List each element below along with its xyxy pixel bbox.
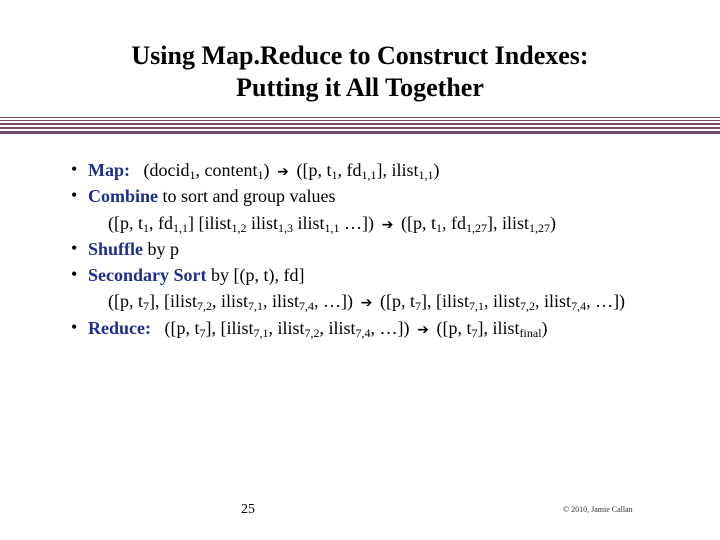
keyword-combine: Combine xyxy=(88,186,159,207)
keyword-reduce: Reduce: xyxy=(88,317,151,338)
title-line-2: Putting it All Together xyxy=(236,73,484,102)
bullet-continuation: ([p, $t_1$, $fd_{1,1}$] [ilist$_{1,2}$ ilist$_{1,3}$ ilist$_{1,1}$ …]) ➔ ([p, $t_1$, $fd_{1,27}$], ilist$_{1,27}$) xyxy=(88,210,713,236)
rule-line xyxy=(0,127,720,129)
bullet-text: by p xyxy=(147,238,180,259)
rule-line xyxy=(0,117,720,118)
bullet-icon: • xyxy=(71,316,78,337)
bullet-item-shuffle xyxy=(71,236,713,262)
rule-line xyxy=(0,131,720,134)
keyword-shuffle: Shuffle xyxy=(88,238,144,259)
arrow-right-icon: ➔ xyxy=(360,295,373,312)
arrow-right-icon: ➔ xyxy=(417,321,429,338)
bullet-icon: • xyxy=(71,264,78,285)
bullet-item-secondary-sort xyxy=(71,262,713,288)
bullet-text: by [(p, t), fd] xyxy=(211,265,305,286)
copyright-notice: © 2010, Jamie Callan xyxy=(563,505,633,514)
rule-line xyxy=(0,120,720,121)
keyword-map: Map: xyxy=(88,160,130,180)
title-line-1: Using Map.Reduce to Construct Indexes: xyxy=(131,41,589,70)
bullet-icon: • xyxy=(71,185,78,206)
arrow-right-icon: ➔ xyxy=(277,164,289,180)
bullet-item-combine xyxy=(71,183,713,209)
arrow-right-icon: ➔ xyxy=(381,216,394,233)
bullet-icon: • xyxy=(71,159,78,179)
bullet-continuation: ([p, $t_7$], [ilist$_{7,2}$, ilist$_{7,1}$, ilist$_{7,4}$, …]) ➔ ([p, $t_7$], [ilist$_{7,1}$, ilist$_{7,2}$, ilist$_{7,4}$, …]) xyxy=(88,288,713,314)
bullet-item-map: • Map: (docid$_1$, content$_1$) ➔ ([p, $t_1$, $fd_{1,1}$], ilist$_{1,1}$) xyxy=(88,157,713,183)
page-number: 25 xyxy=(241,502,255,517)
bullet-text: to sort and group values xyxy=(162,186,336,207)
slide-title xyxy=(0,40,720,104)
keyword-secondary-sort: Secondary Sort xyxy=(88,265,207,286)
bullet-item-reduce: • Reduce: ([p, $t_7$], [ilist$_{7,1}$, ilist$_{7,2}$, ilist$_{7,4}$, …]) ➔ ([p, $t_7$], ilist$_{final}$) xyxy=(88,315,713,341)
rule-line xyxy=(0,123,720,125)
bullet-icon: • xyxy=(71,237,78,258)
bullet-list xyxy=(71,157,713,341)
